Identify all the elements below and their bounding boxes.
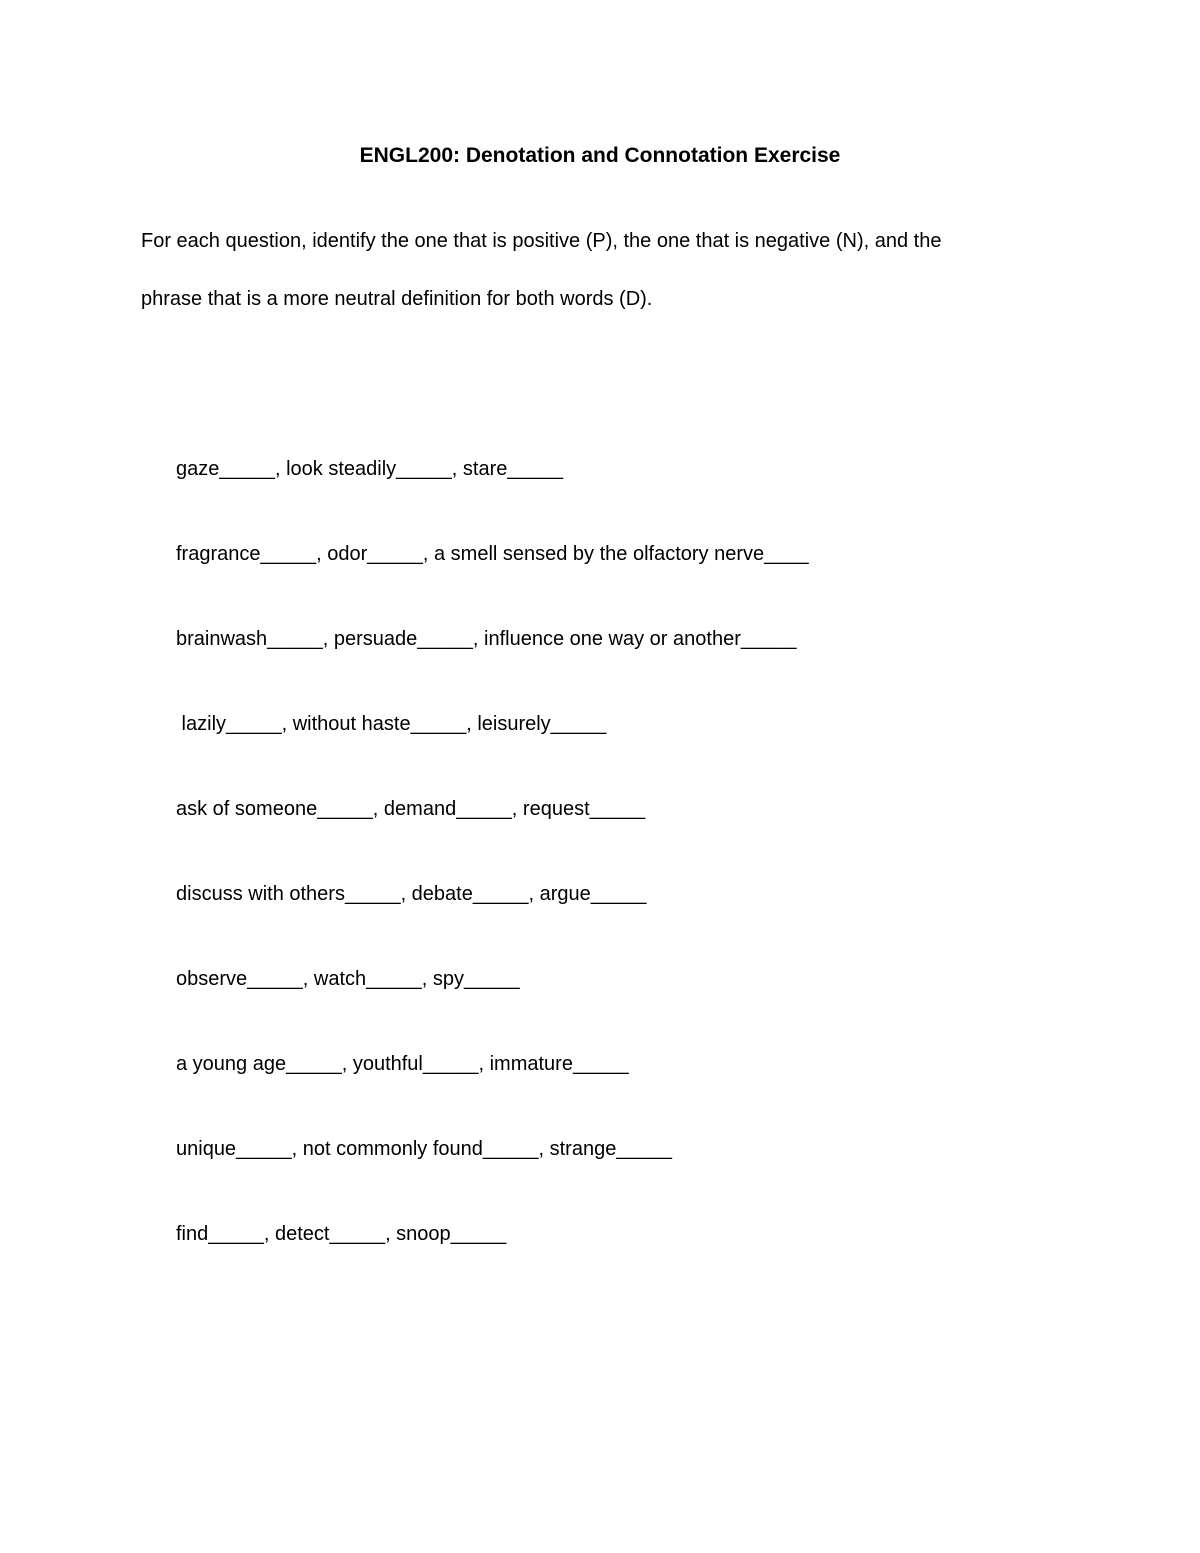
document-title: ENGL200: Denotation and Connotation Exercise: [359, 144, 841, 167]
exercise-item: a young age_____, youthful_____, immature_____: [176, 1053, 629, 1075]
exercise-item: discuss with others_____, debate_____, argue_____: [176, 883, 647, 905]
exercise-item: brainwash_____, persuade_____, influence one way or another_____: [176, 628, 797, 650]
exercise-item: gaze_____, look steadily_____, stare_____: [176, 458, 563, 480]
exercise-item: unique_____, not commonly found_____, strange_____: [176, 1138, 672, 1160]
exercise-item: observe_____, watch_____, spy_____: [176, 968, 520, 990]
exercise-item: ask of someone_____, demand_____, request_____: [176, 798, 646, 820]
exercise-item: lazily_____, without haste_____, leisurely_____: [176, 713, 607, 735]
exercise-item: fragrance_____, odor_____, a smell sensed by the olfactory nerve____: [176, 543, 809, 565]
exercise-list: [176, 455, 1076, 1305]
instructions-line-2: phrase that is a more neutral definition for both words (D).: [141, 288, 653, 310]
exercise-item: find_____, detect_____, snoop_____: [176, 1223, 507, 1245]
instructions-line-1: For each question, identify the one that is positive (P), the one that is negative (N), and the: [141, 230, 942, 252]
